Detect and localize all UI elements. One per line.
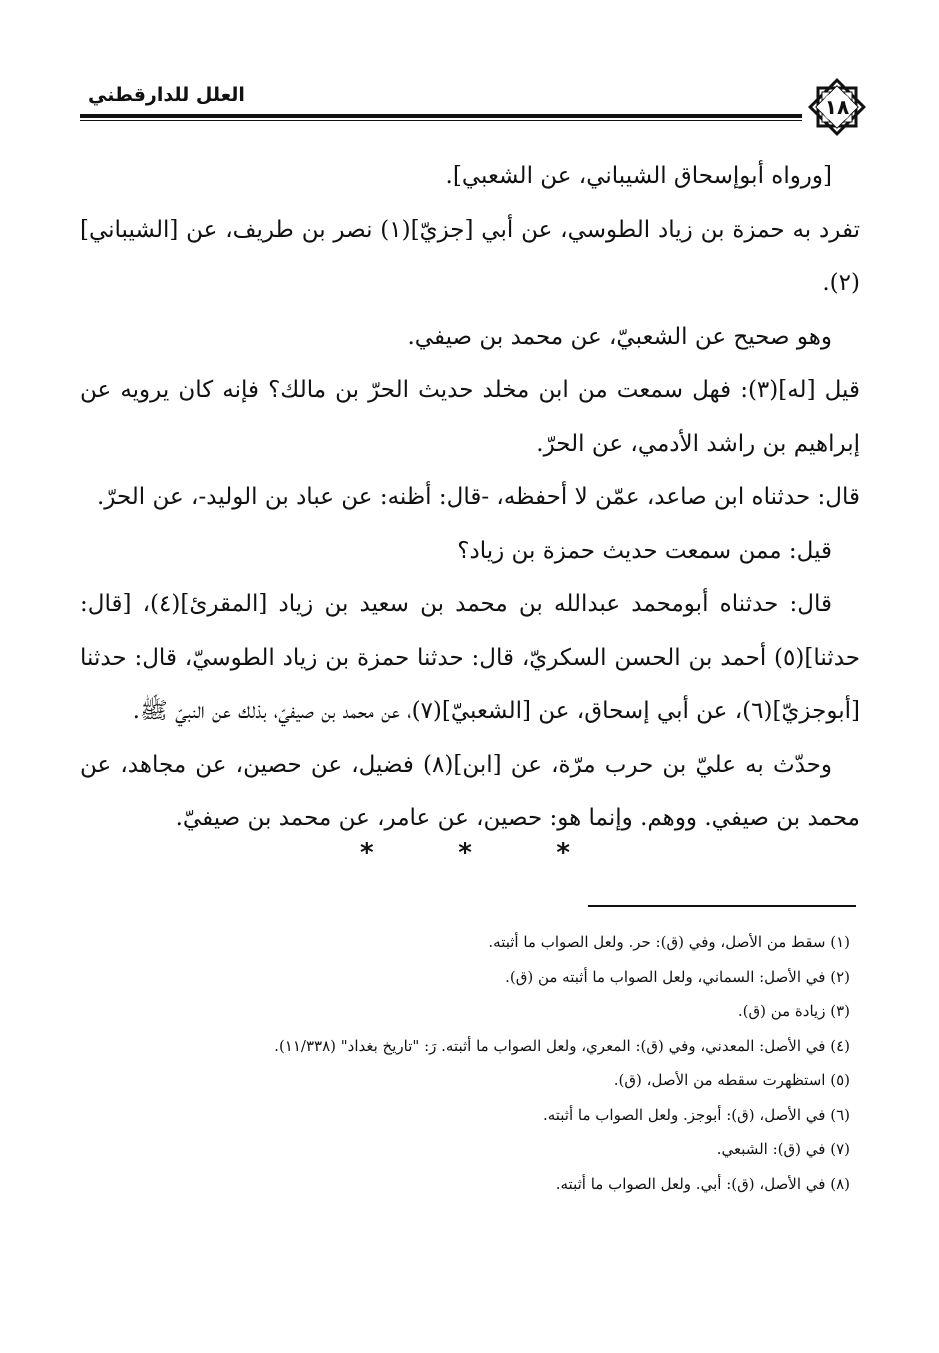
paragraph: قيل [له](٣): فهل سمعت من ابن مخلد حديث الحرّ بن مالك؟ فإنه كان يرويه عن إبراهيم بن راشد الأدمي، عن الحرّ. bbox=[80, 377, 860, 457]
footnote: (٢) في الأصل: السماني، ولعل الصواب ما أثبته من (ق). bbox=[505, 967, 850, 986]
footnote: (٧) في (ق): الشبعي. bbox=[716, 1140, 850, 1158]
paragraph: وهو صحيح عن الشعبيّ، عن محمد بن صيفي. bbox=[407, 323, 832, 350]
paragraph: [ورواه أبوإسحاق الشيباني، عن الشعبي]. bbox=[445, 163, 832, 189]
header-rule-thick bbox=[80, 114, 802, 118]
book-title: العلل للدارقطني bbox=[88, 84, 245, 106]
footnote: (١) سقط من الأصل، وفي (ق): حر. ولعل الصواب ما أثبته. bbox=[488, 933, 850, 951]
page-number: ١٨ bbox=[824, 95, 850, 119]
footnote: (٨) في الأصل، (ق): أبي. ولعل الصواب ما أثبته. bbox=[555, 1174, 850, 1193]
section-separator bbox=[360, 838, 570, 868]
paragraph: تفرد به حمزة بن زياد الطوسي، عن أبي [جزيّ](١) نصر بن طريف، عن [الشيباني](٢). bbox=[80, 216, 860, 296]
footnote: (٦) في الأصل، (ق): أبوجز. ولعل الصواب ما أثبته. bbox=[542, 1105, 850, 1124]
body-text bbox=[80, 150, 860, 846]
paragraph: قال: حدثناه ابن صاعد، عمّن لا أحفظه، -قال: أظنه: عن عباد بن الوليد-، عن الحرّ. bbox=[96, 484, 860, 510]
footnote: (٤) في الأصل: المعدني، وفي (ق): المعري، ولعل الصواب ما أثبته. رَ: "تاريخ بغداد" (١١/٣٣٨). bbox=[274, 1036, 850, 1055]
paragraph: وحدّث به عليّ بن حرب مرّة، عن [ابن](٨) فضيل، عن حصين، عن مجاهد، عن محمد بن صيفي. ووهم. وإنما هو: حصين، عن عامر، عن محمد بن صيفيّ. bbox=[80, 751, 860, 831]
page-number-badge bbox=[806, 76, 868, 138]
footnote: (٥) استظهرت سقطه من الأصل، (ق). bbox=[613, 1071, 850, 1089]
footnote: (٣) زيادة من (ق). bbox=[737, 1002, 850, 1020]
header-rule-thin bbox=[80, 120, 802, 121]
footnotes bbox=[80, 925, 850, 1201]
paragraph: قيل: ممن سمعت حديث حمزة بن زياد؟ bbox=[457, 537, 832, 564]
page-header bbox=[80, 70, 870, 130]
paragraph: قال: حدثناه أبومحمد عبدالله بن محمد بن سعيد بن زياد [المقرئ](٤)، [قال: حدثنا](٥) أحمد بن الحسن السكريّ، قال: حدثنا حمزة بن زياد الطوسيّ، قال: حدثنا [أبوجزيّ](٦)، عن أبي إسحاق، عن [الشعبيّ](٧)، عن محمد بن صيفيّ، بذلك عن النبيّ ﷺ. bbox=[80, 591, 860, 724]
separator-star: * bbox=[458, 838, 472, 868]
separator-star: * bbox=[360, 838, 374, 868]
footnote-divider bbox=[588, 905, 856, 907]
separator-star: * bbox=[556, 838, 570, 868]
